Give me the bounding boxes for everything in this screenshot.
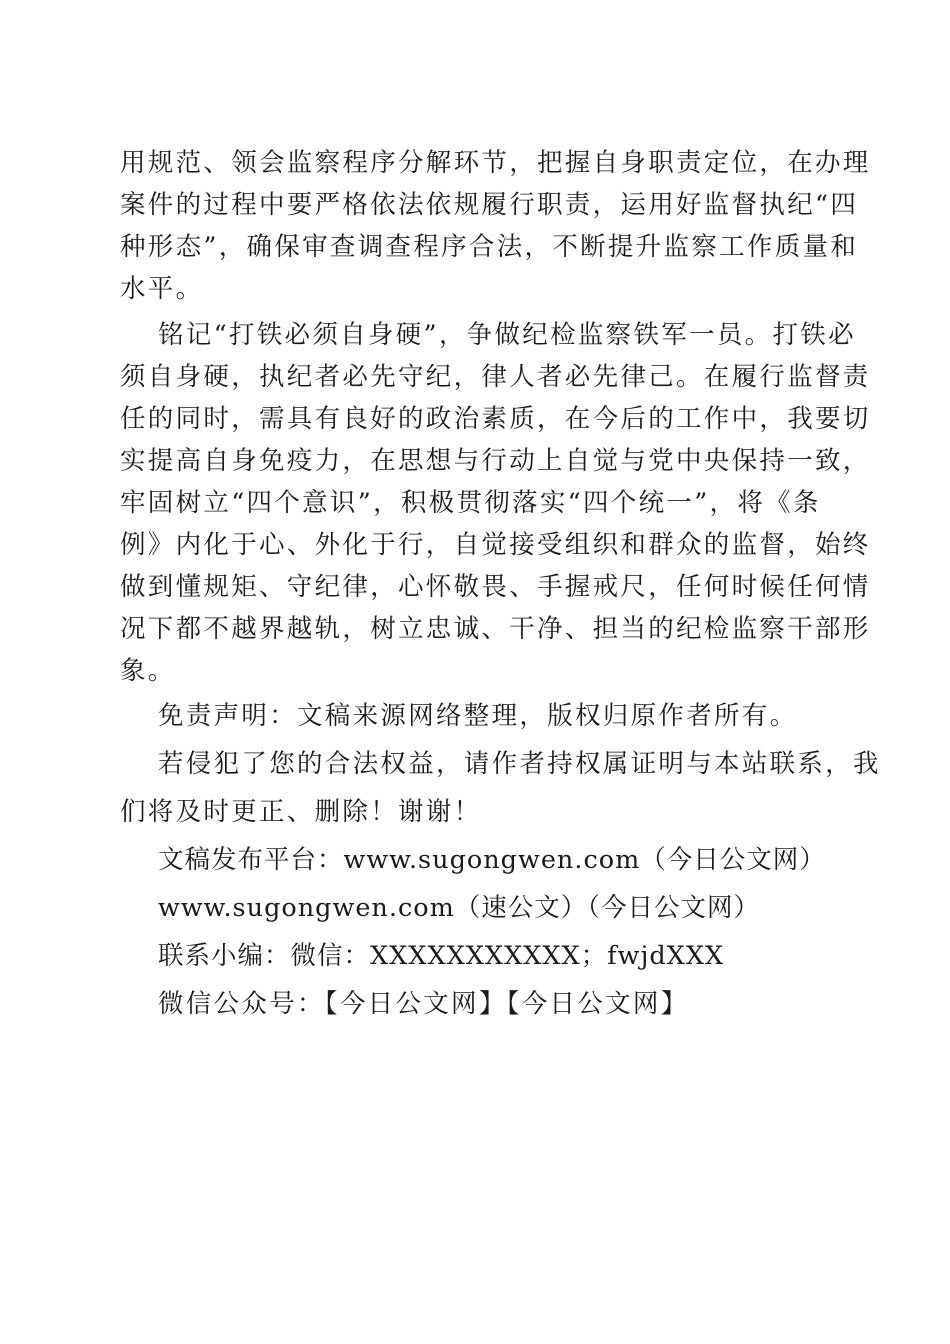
text-line: 况下都不越界越轨，树立忠诚、干净、担当的纪检监察干部形 xyxy=(120,614,871,644)
document-body xyxy=(120,142,881,1028)
disclaimer-text: 免责声明：文稿来源网络整理，版权归原作者所有。 xyxy=(158,701,798,731)
text-line: 实提高自身免疫力，在思想与行动上自觉与党中央保持一致， xyxy=(120,446,871,476)
footer-notice xyxy=(120,692,881,1028)
infringement-text-line-2: 们将及时更正、删除！谢谢！ xyxy=(120,797,482,827)
text-line: 牢固树立“四个意识”，积极贯彻落实“四个统一”，将《条 xyxy=(120,488,821,518)
text-line: 做到懂规矩、守纪律，心怀敬畏、手握戒尺，任何时候任何情 xyxy=(120,572,871,602)
text-line: 例》内化于心、外化于行，自觉接受组织和群众的监督，始终 xyxy=(120,530,871,560)
site-text: www.sugongwen.com（速公文）（今日公文网） xyxy=(158,893,761,923)
text-line: 象。 xyxy=(120,656,176,686)
text-line: 用规范、领会监察程序分解环节，把握自身职责定位，在办理 xyxy=(120,148,871,178)
text-line: 案件的过程中要严格依法依规履行职责，运用好监督执纪“四 xyxy=(120,190,859,220)
platform-text: 文稿发布平台：www.sugongwen.com（今日公文网） xyxy=(158,845,826,875)
text-line: 任的同时，需具有良好的政治素质，在今后的工作中，我要切 xyxy=(120,404,871,434)
text-line: 种形态”，确保审查调查程序合法，不断提升监察工作质量和 xyxy=(120,232,859,262)
text-line: 铭记“打铁必须自身硬”，争做纪检监察铁军一员。打铁必 xyxy=(158,320,856,350)
wechat-account-text: 微信公众号：【今日公文网】【今日公文网】 xyxy=(158,989,689,1019)
paragraph xyxy=(120,142,871,310)
text-line: 水平。 xyxy=(120,274,204,304)
contact-text: 联系小编：微信：XXXXXXXXXXX；fwjdXXX xyxy=(158,941,725,971)
text-line: 须自身硬，执纪者必先守纪，律人者必先律己。在履行监督责 xyxy=(120,362,871,392)
infringement-text-line-1: 若侵犯了您的合法权益，请作者持权属证明与本站联系，我 xyxy=(158,749,881,779)
paragraph xyxy=(120,314,871,692)
